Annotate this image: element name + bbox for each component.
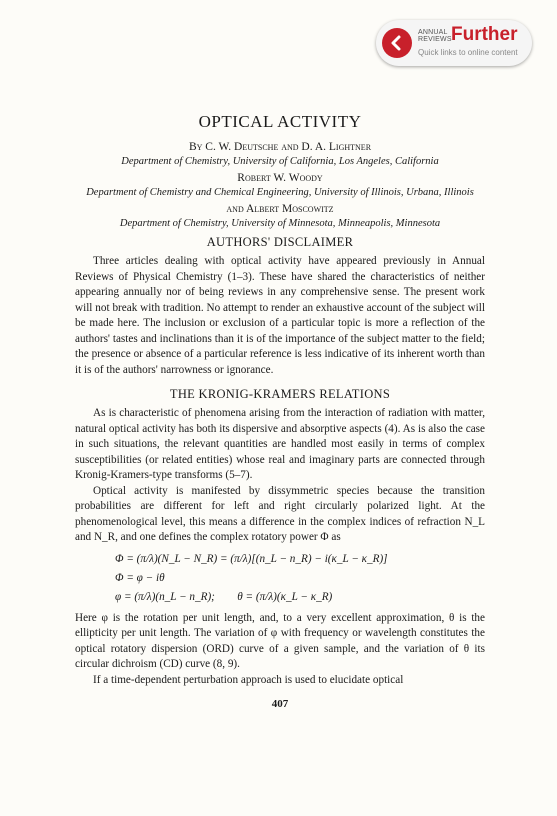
paragraph-perturbation: If a time-dependent perturbation approach is used to elucidate optical xyxy=(93,673,404,686)
equation-3: φ = (π/λ)(n_L − n_R); θ = (π/λ)(κ_L − κ_R) xyxy=(115,590,333,603)
further-badge[interactable] xyxy=(376,20,532,66)
affiliation-2: Department of Chemistry and Chemical Engineering, University of Illinois, Urbana, Illinois xyxy=(86,187,474,198)
paragraph-optical-activity: Optical activity is manifested by dissymmetric species because the transition probabilities are different for left and right circularly polarized light. At the phenomenological level, this means a difference in the complex indices of refraction N_L and N_R, and one defines the complex rotatory power Φ as xyxy=(75,484,485,543)
article-title: OPTICAL ACTIVITY xyxy=(198,112,362,131)
paragraph-disclaimer: Three articles dealing with optical activity have appeared previously in Annual Reviews of Physical Chemistry (1–3). These have shared the characteristics of neither appearing annually nor of being reviews in any comprehensive sense. The present work will not break with tradition. No attempt to render an exhaustive account of the subject will be made here. The inclusion or exclusion of a particular topic is more a reflection of the authors' tastes and inclinations than it is of the importance of the subject matter to the field; the presence or absence of a particular reference is less indicative of its inherent worth than it is of the authors' narrowness or ignorance. xyxy=(75,255,485,376)
badge-further-text: Further xyxy=(451,24,518,45)
annual-reviews-logo-icon xyxy=(382,28,412,58)
author-line-3: and Albert Moscowitz xyxy=(226,203,334,215)
badge-quick-links-text: Quick links to online content xyxy=(418,48,518,57)
page-number: 407 xyxy=(271,698,289,710)
paragraph-definitions: Here φ is the rotation per unit length, and, to a very excellent approximation, θ is the ellipticity per unit length. The variation of φ with frequency or wavelength constitutes the optical rotatory dispersion (ORD) curve of a given sample, and the variation of θ its circular dichroism (CD) curve (8, 9). xyxy=(75,611,485,670)
section-heading-kronig-kramers: THE KRONIG-KRAMERS RELATIONS xyxy=(169,387,391,401)
badge-annual-reviews-text: ANNUAL REVIEWS xyxy=(418,29,452,43)
article-page xyxy=(75,112,485,710)
author-line-1: By C. W. Deutsche and D. A. Lightner xyxy=(188,141,372,153)
equation-1: Φ = (π/λ)(N_L − N_R) = (π/λ)[(n_L − n_R) − i(κ_L − κ_R)] xyxy=(115,552,388,565)
equation-block xyxy=(75,550,485,607)
affiliation-3: Department of Chemistry, University of Minnesota, Minneapolis, Minnesota xyxy=(119,218,441,229)
paragraph-dispersion: As is characteristic of phenomena arising from the interaction of radiation with matter, natural optical activity has both its dispersive and absorptive aspects (4). As is also the case in such situations, the relevant quantities are handled most easily in terms of complex susceptibilities (or related entities) whose real and imaginary parts are connected through Kronig-Kramers-type transforms (5–7). xyxy=(75,407,485,481)
equation-2: Φ = φ − iθ xyxy=(115,571,165,584)
author-line-2: Robert W. Woody xyxy=(237,172,323,184)
affiliation-1: Department of Chemistry, University of California, Los Angeles, California xyxy=(121,156,439,167)
section-heading-disclaimer: AUTHORS' DISCLAIMER xyxy=(206,235,354,249)
